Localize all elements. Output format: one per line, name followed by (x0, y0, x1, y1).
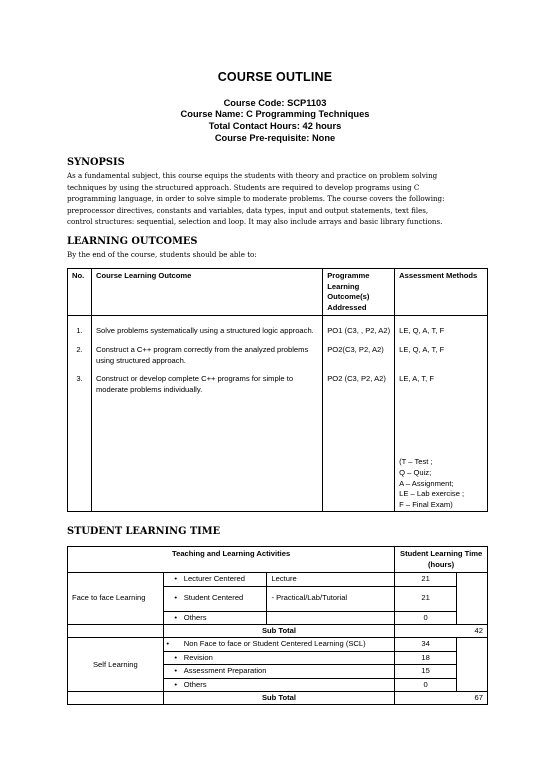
col-assessment: Assessment Methods (395, 269, 488, 316)
activity: • Lecturer Centered (163, 573, 267, 586)
contact-hours: Total Contact Hours: 42 hours (208, 121, 342, 131)
learning-time-heading: STUDENT LEARNING TIME (67, 526, 221, 537)
table-row (68, 397, 488, 511)
course-code: Course Code: SCP1103 (223, 98, 327, 108)
col-no: No. (68, 269, 92, 316)
learning-outcomes-heading: LEARNING OUTCOMES (67, 236, 198, 247)
row-no: 1. (68, 316, 92, 339)
assessment-legend (395, 397, 488, 511)
synopsis-line: control structures: sequential, selection and loop. It may also include arrays and basic library functions. (67, 217, 443, 226)
legend-item: (T – Test ; (399, 457, 433, 467)
row-outcome: Solve problems systematically using a structured logic approach. (91, 316, 322, 339)
activity-detail: - Practical/Lab/Tutorial (267, 586, 395, 611)
subtotal-row (68, 625, 488, 638)
table-row (68, 339, 488, 368)
hours: 21 (395, 586, 457, 611)
legend-item: Q – Quiz; (399, 467, 432, 477)
subtotal-value: 67 (395, 692, 488, 705)
self-learning-group: Self Learning (68, 638, 164, 692)
legend-item: A – Assignment; (399, 478, 454, 488)
col-plo: Programme Learning Outcome(s) Addressed (323, 269, 395, 316)
synopsis-heading: SYNOPSIS (67, 157, 125, 168)
row-outcome: Construct a C++ program correctly from the analyzed problems using structured approach. (91, 339, 322, 368)
table-row (68, 368, 488, 397)
col-time: Student Learning Time (hours) (395, 547, 488, 573)
learning-outcomes-table (67, 268, 488, 512)
hours: 18 (395, 651, 457, 664)
row-assessment: LE, Q, A, T, F (395, 339, 488, 368)
hours: 15 (395, 665, 457, 678)
activity: • Student Centered (163, 586, 267, 611)
activity-detail: Lecture (267, 573, 395, 586)
subtotal-value: 42 (395, 625, 488, 638)
table-row (68, 638, 488, 651)
col-outcome: Course Learning Outcome (91, 269, 322, 316)
table-row (68, 573, 488, 586)
col-activities: Teaching and Learning Activities (68, 547, 395, 573)
learning-outcomes-intro: By the end of the course, students should be able to: (67, 250, 257, 259)
row-plo: PO2 (C3, P2, A2) (323, 368, 395, 397)
row-no: 3. (68, 368, 92, 397)
hours: 0 (395, 678, 457, 691)
activity: • Others (163, 678, 394, 691)
synopsis-line: As a fundamental subject, this course equips the students with theory and practice on problem solving (67, 171, 438, 180)
synopsis-paragraph (67, 170, 487, 228)
activity: • Non Face to face or Student Centered Learning (SCL) (163, 638, 394, 651)
row-assessment: LE, Q, A, T, F (395, 316, 488, 339)
synopsis-line: programming language, in order to solve simple to moderate problems. The course covers the following: (67, 194, 445, 203)
row-assessment: LE, A, T, F (395, 368, 488, 397)
synopsis-line: techniques by using the structured approach. Students are required to develop programs using C (67, 182, 420, 192)
subtotal-label: Sub Total (163, 692, 394, 705)
legend-item: F – Final Exam) (399, 499, 453, 509)
table-header-row (68, 547, 488, 573)
subtotal-row (68, 692, 488, 705)
table-header-row (68, 269, 488, 316)
row-plo: PO2(C3, P2, A2) (323, 339, 395, 368)
activity: • Assessment Preparation (163, 665, 394, 678)
course-name: Course Name: C Programming Techniques (180, 109, 370, 119)
hours: 34 (395, 638, 457, 651)
synopsis-line: preprocessor directives, constants and variables, data types, input and output statements, text files, (67, 205, 429, 215)
course-prerequisite: Course Pre-requisite: None (214, 133, 336, 143)
activity-detail (267, 611, 395, 624)
activity: • Others (163, 611, 267, 624)
row-outcome: Construct or develop complete C++ programs for simple to moderate problems individually. (91, 368, 322, 397)
row-no: 2. (68, 339, 92, 368)
subtotal-label: Sub Total (163, 625, 394, 638)
activity: • Revision (163, 651, 394, 664)
hours: 21 (395, 573, 457, 586)
face-to-face-group: Face to face Learning (68, 573, 164, 625)
learning-time-table (67, 546, 488, 705)
hours: 0 (395, 611, 457, 624)
table-row (68, 316, 488, 339)
row-plo: PO1 (C3, , P2, A2) (323, 316, 395, 339)
legend-item: LE – Lab exercise ; (399, 489, 465, 499)
document-title: COURSE OUTLINE (217, 70, 333, 84)
